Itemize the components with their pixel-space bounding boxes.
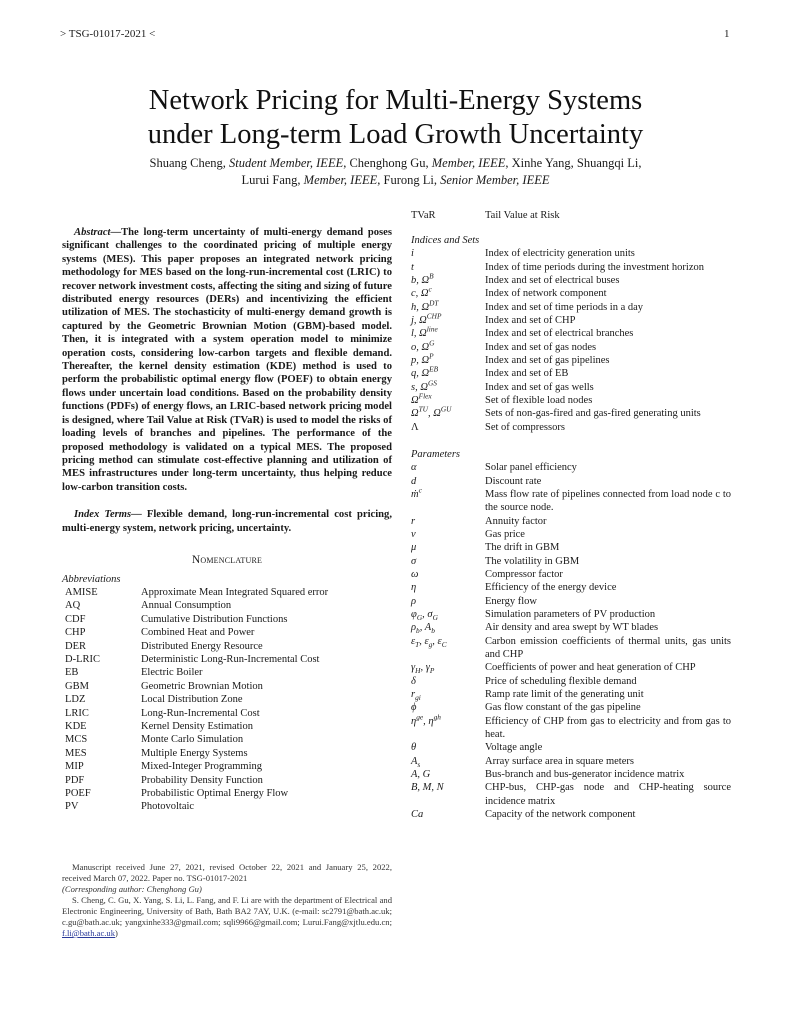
abbreviation-definition: Probabilistic Optimal Energy Flow — [141, 788, 289, 800]
affiliation-close: ) — [115, 928, 118, 938]
abbreviation-row — [62, 680, 392, 693]
parameter-definition: Voltage angle — [485, 742, 543, 754]
index-symbol: p, $\Omega^P$ — [411, 351, 434, 367]
abbreviation-symbol: MES — [65, 747, 87, 759]
index-row — [411, 324, 731, 340]
abbreviation-definition: Photovoltaic — [141, 801, 195, 813]
abbreviation-row — [62, 666, 392, 679]
index-definition: Index and set of gas wells — [485, 381, 594, 393]
abbreviation-symbol: LDZ — [65, 694, 86, 706]
index-symbol: i — [411, 248, 414, 260]
parameter-definition: Simulation parameters of PV production — [485, 608, 656, 620]
index-row — [411, 311, 731, 327]
parameter-symbol: ω — [411, 568, 419, 580]
manuscript-received: Manuscript received June 27, 2021, revised October 22, 2021 and January 25, 2022, received March 07, 2022. Paper no. TSG-01017-2021 — [62, 862, 392, 883]
parameter-definition: Solar panel efficiency — [485, 462, 577, 474]
author-role: Student Member, IEEE — [229, 156, 344, 170]
parameter-row — [411, 712, 731, 742]
index-terms-label: Index Terms — [74, 509, 132, 521]
title-line-2: under Long-term Load Growth Uncertainty — [147, 119, 644, 150]
running-header-doc-id: > TSG-01017-2021 < — [60, 28, 156, 40]
left-column — [62, 226, 392, 814]
abbreviation-definition: Mixed-Integer Programming — [141, 761, 263, 773]
index-definition: Index and set of CHP — [485, 315, 576, 327]
index-symbol: q, $\Omega^{EB}$ — [411, 364, 439, 380]
abbreviation-symbol: KDE — [65, 721, 87, 732]
parameter-symbol: θ — [411, 742, 417, 754]
parameter-row — [411, 595, 731, 608]
parameter-definition: Coefficients of power and heat generation of CHP — [485, 662, 696, 674]
parameter-symbol: A, G — [411, 769, 431, 781]
author-line-2 — [0, 172, 791, 189]
paper-title — [0, 84, 791, 152]
index-row — [411, 261, 731, 274]
abbreviation-row — [62, 626, 392, 639]
index-row — [411, 378, 731, 394]
index-symbol: h, $\Omega^{DT}$ — [411, 298, 439, 313]
index-terms — [62, 508, 392, 535]
index-symbol: $\Omega^{Flex}$ — [411, 391, 432, 407]
index-symbol: l, $\Omega^{line}$ — [411, 324, 438, 340]
abbreviation-definition: Local Distribution Zone — [141, 694, 243, 706]
parameter-definition: Gas flow constant of the gas pipeline — [485, 702, 641, 714]
parameter-row — [411, 515, 731, 528]
index-row — [411, 404, 731, 420]
index-definition: Index and set of gas nodes — [485, 341, 597, 353]
abbreviation-row — [62, 640, 392, 653]
abbreviation-row — [62, 774, 392, 787]
parameter-row — [411, 675, 731, 688]
title-line-1: Network Pricing for Multi-Energy Systems — [148, 85, 643, 116]
index-symbol: o, $\Omega^G$ — [411, 338, 435, 353]
manuscript-footnote — [62, 862, 392, 939]
indices-heading: Indices and Sets — [411, 235, 480, 247]
abbreviation-definition: Probability Density Function — [141, 774, 263, 786]
abbreviation-definition: Multiple Energy Systems — [141, 747, 248, 759]
indices-list — [411, 247, 731, 434]
abbreviation-row — [62, 707, 392, 720]
parameter-definition: Array surface area in square meters — [485, 755, 634, 767]
parameter-symbol: $\varepsilon_T$, $\varepsilon_g$, $\varepsilon_C$ — [411, 635, 447, 649]
index-row — [411, 338, 731, 354]
author-name: , Furong Li, — [377, 173, 441, 187]
parameter-symbol: $A_s$ — [411, 755, 421, 769]
parameter-definition: Energy flow — [485, 595, 538, 607]
parameter-definition: Price of scheduling flexible demand — [485, 675, 637, 687]
abstract-label: Abstract — [74, 227, 111, 238]
parameter-symbol: B, M, N — [411, 782, 444, 794]
parameter-definition: The drift in GBM — [485, 542, 560, 554]
index-terms-text: — Flexible demand, long-run-incremental cost pricing, multi-energy system, network pricing, uncertainty. — [62, 509, 393, 534]
parameters-list — [411, 461, 731, 821]
abbreviation-symbol: DER — [65, 640, 86, 652]
author-name: , Chenghong Gu, — [343, 156, 432, 170]
parameter-symbol: $\gamma_H$, $\gamma_P$ — [411, 662, 435, 676]
abstract — [62, 226, 392, 494]
parameter-symbol: Ca — [411, 809, 424, 821]
parameter-symbol: r — [411, 515, 416, 527]
parameter-definition: Efficiency of CHP from gas to electricity and from gas to heat. — [485, 715, 731, 741]
parameter-row — [411, 635, 731, 662]
index-symbol: s, $\Omega^{GS}$ — [411, 378, 437, 393]
parameter-symbol: μ — [411, 542, 417, 554]
parameter-definition: CHP-bus, CHP-gas node and CHP-heating source incidence matrix — [485, 782, 731, 807]
abbreviations-list — [62, 586, 392, 814]
index-row — [411, 271, 731, 287]
author-role: Member, IEEE — [303, 173, 378, 187]
abbreviation-definition: Electric Boiler — [141, 667, 203, 679]
index-definition: Index and set of gas pipelines — [485, 355, 610, 367]
index-definition: Set of flexible load nodes — [485, 395, 593, 407]
index-definition: Set of compressors — [485, 421, 565, 433]
parameter-symbol: δ — [411, 675, 416, 687]
abbreviation-symbol: PDF — [65, 774, 85, 786]
parameter-row — [411, 485, 731, 515]
index-definition: Index and set of time periods in a day — [485, 301, 644, 313]
parameter-row — [411, 621, 731, 634]
abbreviation-symbol: CHP — [65, 627, 86, 639]
parameter-definition: Capacity of the network component — [485, 809, 636, 821]
index-definition: Index of electricity generation units — [485, 248, 635, 260]
abbreviation-row — [62, 586, 392, 599]
abbreviation-symbol: D-LRIC — [65, 653, 100, 665]
abbreviation-definition: Cumulative Distribution Functions — [141, 613, 288, 625]
parameter-symbol: $r_{gi}$ — [411, 689, 421, 703]
parameter-definition: Air density and area swept by WT blades — [485, 622, 659, 634]
nomenclature-heading: Nomenclature — [191, 553, 263, 566]
parameter-row — [411, 568, 731, 581]
index-row — [411, 421, 731, 434]
abbreviation-definition: Monte Carlo Simulation — [141, 734, 244, 746]
parameter-row — [411, 755, 731, 768]
author-affiliation — [62, 895, 392, 939]
abbreviation-row — [62, 613, 392, 626]
parameter-symbol: ϕ — [411, 702, 417, 714]
abbreviation-definition: Annual Consumption — [141, 600, 232, 612]
parameter-symbol: ρ — [411, 595, 417, 607]
abbreviation-row — [62, 693, 392, 706]
index-symbol: b, $\Omega^B$ — [411, 271, 434, 287]
parameter-definition: Compressor factor — [485, 568, 563, 580]
index-row — [411, 247, 731, 260]
author-list — [0, 155, 791, 189]
abstract-text: —The long-term uncertainty of multi-energy demand poses significant challenges to the coordinated pricing of multiple energy systems (MES). This paper proposes an integrated network pricing methodology for MES based on the long-run-incremental cost (LRIC) to recover network investment costs, affecting the siting and sizing of future distributed energy resources (DERs) and incentivizing the efficient utilization of MES. The stochasticity of multi-energy demand growth is captured by the Geometric Brownian Motion (GBM)-based model. Then, it is integrated with a system operation model to minimize operation costs, considering low-carbon targets and flexible demand. Thereafter, the kernel density estimation (KDE) method is used to perform the probabilistic optimal energy flow (POEF) to obtain energy flows under uncertain load conditions. Based on the probability density functions (PDFs) of energy flows, an LRIC-based network pricing model is designed, where Tail Value at Risk (TVaR) is used to model the risks of loading levels of branches and pipelines. The performance of the proposed methodology is validated on a typical MES. The proposed pricing method can stimulate cost-effective planning and utilization of MES infrastructures under long-term uncertainty, thus helping reduce low-carbon transition costs. — [62, 227, 392, 493]
parameter-row — [411, 661, 731, 674]
index-definition: Sets of non-gas-fired and gas-fired generating units — [485, 408, 701, 420]
abbreviation-symbol: TVaR — [411, 210, 436, 221]
parameter-definition: The volatility in GBM — [485, 555, 580, 567]
abbreviation-definition: Long-Run-Incremental Cost — [141, 707, 260, 719]
abbreviation-symbol: PV — [65, 801, 79, 813]
index-symbol: j, $\Omega^{CHP}$ — [411, 311, 442, 327]
right-column — [411, 209, 731, 821]
index-definition: Index and set of EB — [485, 368, 569, 380]
index-row — [411, 284, 731, 300]
parameter-definition: Annuity factor — [485, 515, 547, 527]
parameter-symbol: σ — [411, 555, 417, 567]
parameter-row — [411, 541, 731, 554]
index-row — [411, 351, 731, 367]
index-row — [411, 364, 731, 380]
index-definition: Index of time periods during the investment horizon — [485, 261, 704, 273]
abbreviation-row — [62, 760, 392, 773]
abbreviation-row — [62, 747, 392, 760]
abbreviation-row — [62, 787, 392, 800]
author-line-1 — [0, 155, 791, 172]
abbreviation-symbol: AQ — [65, 600, 81, 612]
index-symbol: Λ — [411, 421, 419, 433]
parameter-definition: Mass flow rate of pipelines connected from load node c to the source node. — [485, 488, 731, 514]
corresponding-author: (Corresponding author: Chenghong Gu) — [62, 884, 202, 894]
index-row — [411, 298, 731, 314]
parameter-definition: Discount rate — [485, 475, 542, 487]
parameter-row — [411, 701, 731, 714]
parameter-symbol: $\rho_b$, $A_b$ — [411, 622, 435, 636]
abbreviation-symbol: MCS — [65, 734, 88, 746]
parameter-symbol: η — [411, 582, 417, 594]
page-number: 1 — [724, 28, 730, 40]
index-definition: Index and set of electrical buses — [485, 275, 620, 287]
parameters-heading: Parameters — [411, 449, 460, 461]
parameter-definition: Efficiency of the energy device — [485, 582, 617, 594]
parameter-row — [411, 808, 731, 821]
email-link[interactable]: f.li@bath.ac.uk — [62, 928, 116, 938]
parameter-row — [411, 555, 731, 568]
abbreviation-row — [62, 733, 392, 746]
abbreviation-definition: Kernel Density Estimation — [141, 721, 253, 732]
parameter-definition: Carbon emission coefficients of thermal units, gas units and CHP — [485, 635, 731, 660]
index-symbol: c, $\Omega^c$ — [411, 284, 432, 300]
abbreviation-definition: Geometric Brownian Motion — [141, 680, 263, 692]
abbreviation-row — [62, 800, 392, 813]
abbreviation-definition: Deterministic Long-Run-Incremental Cost — [141, 653, 320, 665]
parameter-row — [411, 688, 731, 701]
abbreviation-symbol: GBM — [65, 680, 89, 692]
parameter-definition: Ramp rate limit of the generating unit — [485, 689, 644, 700]
abbreviation-row — [62, 653, 392, 666]
abbreviations-heading: Abbreviations — [62, 573, 121, 585]
abbreviation-symbol: MIP — [65, 761, 84, 773]
abbreviation-symbol: POEF — [65, 788, 91, 800]
abbreviation-symbol: AMISE — [65, 586, 98, 598]
abbreviation-symbol: EB — [65, 667, 79, 679]
parameter-row — [411, 528, 731, 541]
author-role: Senior Member, IEEE — [440, 173, 550, 187]
index-symbol: t — [411, 261, 414, 273]
abbreviation-definition: Distributed Energy Resource — [141, 640, 263, 652]
index-row — [411, 391, 731, 407]
index-symbol: $\Omega^{TU}$, $\Omega^{GU}$ — [411, 404, 452, 420]
parameter-row — [411, 741, 731, 754]
abbreviation-symbol: CDF — [65, 613, 86, 625]
parameter-row — [411, 768, 731, 781]
abbreviation-definition: Approximate Mean Integrated Squared error — [141, 586, 329, 598]
parameter-row — [411, 781, 731, 808]
parameter-symbol: α — [411, 462, 417, 474]
abbreviation-row — [62, 720, 392, 733]
abbreviation-row — [62, 599, 392, 612]
parameter-row — [411, 608, 731, 621]
abbreviation-symbol: LRIC — [65, 707, 89, 719]
abbreviation-definition: Combined Heat and Power — [141, 627, 255, 639]
parameter-row — [411, 461, 731, 474]
abbreviation-definition: Tail Value at Risk — [485, 210, 560, 221]
parameter-row — [411, 475, 731, 488]
author-name: Lurui Fang, — [241, 173, 304, 187]
author-name: Shuang Cheng, — [149, 156, 230, 170]
parameter-definition: Gas price — [485, 528, 525, 540]
index-definition: Index of network component — [485, 288, 607, 300]
parameter-row — [411, 581, 731, 594]
author-name: , Xinhe Yang, Shuangqi Li, — [505, 156, 642, 170]
parameter-symbol: $\varphi_G$, $\sigma_G$ — [411, 608, 438, 623]
parameter-symbol: $\eta^{ge}$, $\eta^{gh}$ — [411, 712, 441, 727]
parameter-definition: Bus-branch and bus-generator incidence matrix — [485, 769, 685, 781]
index-definition: Index and set of electrical branches — [485, 328, 634, 340]
abbreviation-row — [411, 209, 731, 222]
author-role: Member, IEEE — [431, 156, 506, 170]
parameter-symbol: ν — [411, 528, 416, 540]
affiliation-text: S. Cheng, C. Gu, X. Yang, S. Li, L. Fang, and F. Li are with the department of Electrical and Electronic Engineering, University of Bath, Bath BA2 7AY, U.K. (e-mail: sc2791@bath.ac.uk; c.gu@bath.ac.uk; yangxinhe333@gmail.com; sqli9966@gmail.com; Lurui.Fang@xjtlu.edu.cn; — [62, 895, 392, 927]
parameter-symbol: d — [411, 475, 417, 487]
parameter-symbol: ṁ$^c$ — [411, 485, 422, 500]
